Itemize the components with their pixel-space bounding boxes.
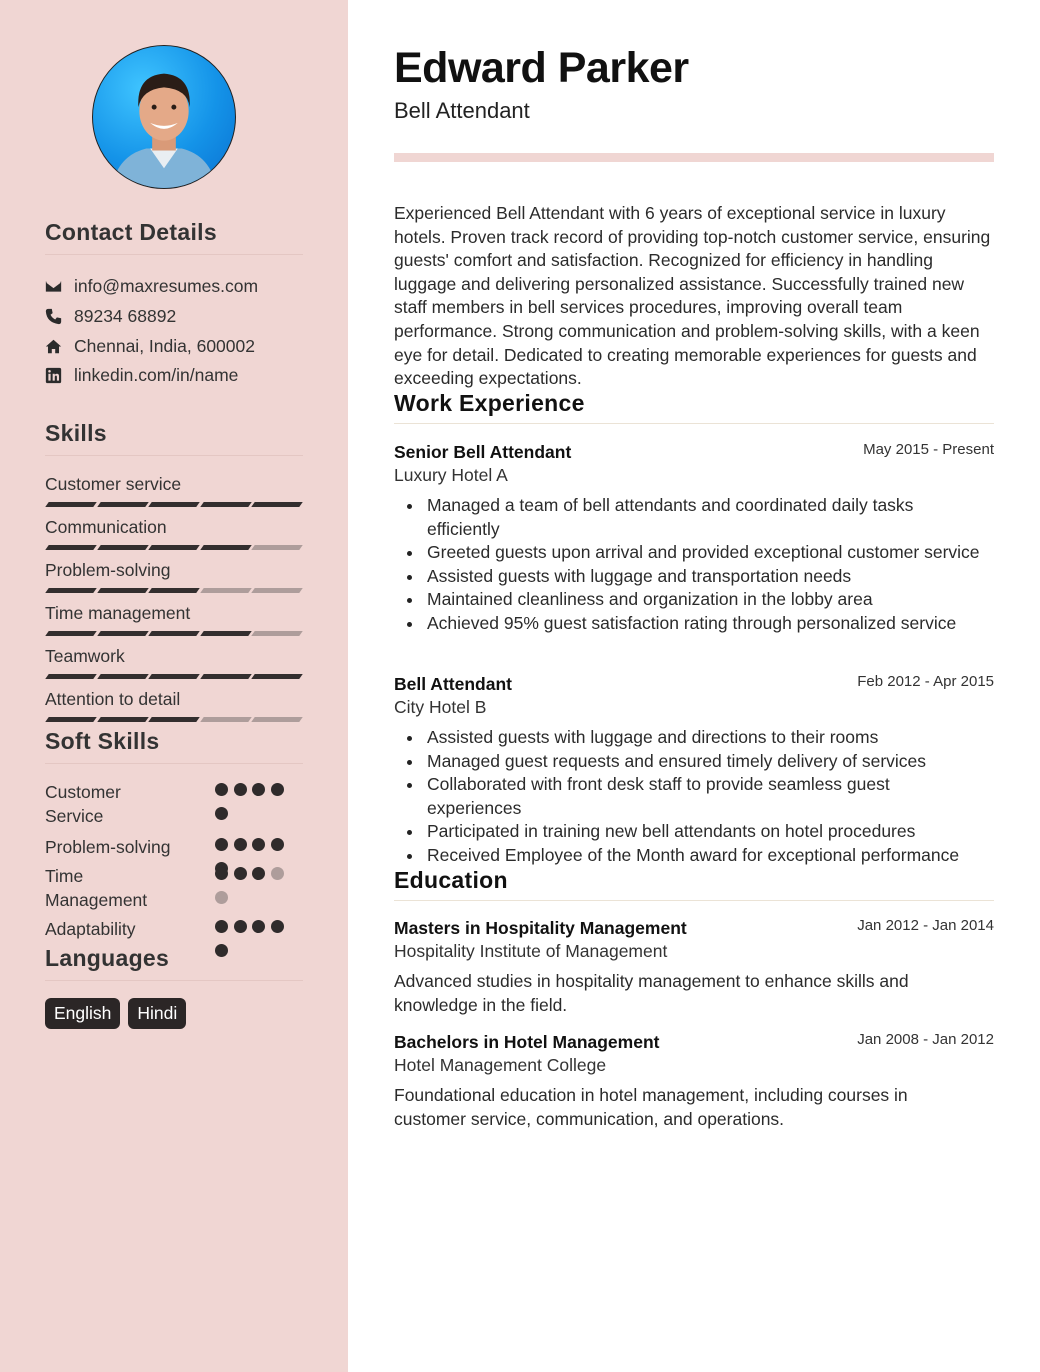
job-company: City Hotel B: [394, 697, 487, 717]
rating-dot: [234, 838, 247, 851]
education-entry: [394, 1032, 994, 1131]
education-description: Advanced studies in hospitality management to enhance skills and knowledge in the field.: [394, 971, 909, 1015]
job-role: Senior Bell Attendant: [394, 442, 572, 462]
contact-phone[interactable]: [45, 302, 315, 332]
contact-location-text: Chennai, India, 600002: [74, 335, 255, 356]
job-date: May 2015 - Present: [863, 441, 994, 458]
skill-name: Teamwork: [45, 646, 125, 666]
job-date: Feb 2012 - Apr 2015: [857, 673, 994, 690]
job-entry: [394, 442, 994, 636]
contact-email[interactable]: [45, 272, 315, 302]
education-description: Foundational education in hotel management, including courses in customer service, communication, and operations.: [394, 1085, 908, 1129]
rating-dot: [252, 867, 265, 880]
skill-item: [45, 685, 303, 728]
soft-skills-heading: Soft Skills: [45, 728, 303, 764]
skill-level-segment: [148, 674, 200, 679]
skill-level-segment: [148, 631, 200, 636]
linkedin-icon: [45, 367, 74, 384]
list-item: Managed a team of bell attendants and coordinated daily tasks efficiently: [394, 494, 984, 541]
skill-level-segment: [97, 588, 149, 593]
skill-level-segment: [45, 588, 97, 593]
soft-skill-name: Customer Service: [45, 782, 121, 826]
rating-dot: [215, 867, 228, 880]
skill-level-segment: [251, 717, 303, 722]
skill-item: [45, 642, 303, 685]
rating-dot: [271, 920, 284, 933]
skill-level-segment: [200, 674, 252, 679]
skill-level-segment: [251, 545, 303, 550]
contact-linkedin-text: linkedin.com/in/name: [74, 365, 239, 386]
skill-level-bar: [45, 631, 302, 636]
skill-level-segment: [148, 717, 200, 722]
skill-name: Communication: [45, 517, 167, 537]
skill-level-segment: [251, 588, 303, 593]
education-heading: Education: [394, 867, 994, 901]
envelope-icon: [45, 278, 74, 295]
education-school: Hospitality Institute of Management: [394, 941, 668, 961]
list-item: Achieved 95% guest satisfaction rating through personalized service: [394, 612, 984, 636]
rating-dot: [234, 920, 247, 933]
skill-item: [45, 470, 303, 513]
skill-item: [45, 513, 303, 556]
skills-list: [45, 470, 303, 728]
skill-level-segment: [45, 545, 97, 550]
skill-level-segment: [97, 631, 149, 636]
skill-level-bar: [45, 502, 302, 507]
skill-level-segment: [200, 717, 252, 722]
contact-location: [45, 331, 315, 361]
rating-dot: [252, 920, 265, 933]
list-item: Participated in training new bell attendants on hotel procedures: [394, 820, 984, 844]
skill-level-segment: [45, 674, 97, 679]
skill-name: Time management: [45, 603, 191, 623]
skill-level-segment: [148, 502, 200, 507]
job-company: Luxury Hotel A: [394, 465, 508, 485]
rating-dot: [271, 867, 284, 880]
language-chip: English: [45, 998, 120, 1029]
skill-level-segment: [251, 674, 303, 679]
rating-dot: [271, 783, 284, 796]
job-role: Bell Attendant: [394, 674, 512, 694]
skill-level-segment: [97, 502, 149, 507]
list-item: Received Employee of the Month award for exceptional performance: [394, 844, 984, 868]
soft-skill-name: Adaptability: [45, 919, 136, 939]
rating-dot: [215, 920, 228, 933]
sidebar: [0, 0, 348, 1372]
education-date: Jan 2012 - Jan 2014: [857, 917, 994, 934]
list-item: Maintained cleanliness and organization in the lobby area: [394, 588, 984, 612]
contact-phone-text: 89234 68892: [74, 306, 177, 327]
list-item: Managed guest requests and ensured timely delivery of services: [394, 750, 984, 774]
education-degree: Bachelors in Hotel Management: [394, 1032, 660, 1052]
skill-level-segment: [97, 717, 149, 722]
main-content: [348, 0, 1040, 1372]
skill-level-segment: [200, 545, 252, 550]
skill-level-segment: [45, 502, 97, 507]
skill-item: [45, 556, 303, 599]
skill-name: Customer service: [45, 474, 182, 494]
home-icon: [45, 338, 74, 355]
skill-level-bar: [45, 717, 302, 722]
skill-level-segment: [97, 545, 149, 550]
list-item: Greeted guests upon arrival and provided exceptional customer service: [394, 541, 984, 565]
skill-level-segment: [148, 545, 200, 550]
skill-level-segment: [45, 717, 97, 722]
contact-linkedin[interactable]: [45, 361, 315, 391]
work-experience-heading: Work Experience: [394, 390, 994, 424]
rating-dot: [252, 783, 265, 796]
contact-heading: Contact Details: [45, 219, 303, 255]
job-bullets: [394, 494, 994, 636]
skill-level-segment: [200, 631, 252, 636]
phone-icon: [45, 308, 74, 325]
rating-dot: [215, 891, 228, 904]
education-date: Jan 2008 - Jan 2012: [857, 1031, 994, 1048]
rating-dot: [215, 783, 228, 796]
rating-dot: [234, 783, 247, 796]
skill-level-segment: [45, 631, 97, 636]
contact-email-text: info@maxresumes.com: [74, 276, 259, 297]
skill-level-segment: [200, 502, 252, 507]
soft-skill-name: Problem-solving: [45, 837, 171, 857]
skill-level-bar: [45, 545, 302, 550]
skill-level-segment: [200, 588, 252, 593]
skill-level-bar: [45, 588, 302, 593]
skill-level-segment: [251, 631, 303, 636]
rating-dot: [234, 867, 247, 880]
rating-dot: [215, 838, 228, 851]
list-item: Assisted guests with luggage and transportation needs: [394, 565, 984, 589]
language-chip: Hindi: [128, 998, 186, 1029]
list-item: Collaborated with front desk staff to provide seamless guest experiences: [394, 773, 984, 820]
list-item: Assisted guests with luggage and directions to their rooms: [394, 726, 984, 750]
header-divider: [394, 153, 994, 162]
soft-skill-name: Time Management: [45, 866, 148, 910]
candidate-title: Bell Attendant: [394, 98, 530, 123]
rating-dot: [271, 838, 284, 851]
rating-dot: [252, 838, 265, 851]
skill-item: [45, 599, 303, 642]
contact-list: [45, 272, 315, 391]
education-entry: [394, 918, 994, 1017]
skills-heading: Skills: [45, 420, 303, 456]
rating-dot: [215, 807, 228, 820]
skill-level-segment: [251, 502, 303, 507]
skill-level-segment: [97, 674, 149, 679]
candidate-name: Edward Parker: [394, 44, 689, 92]
skill-level-bar: [45, 674, 302, 679]
education-degree: Masters in Hospitality Management: [394, 918, 687, 938]
languages-list: [45, 998, 186, 1029]
profile-summary: Experienced Bell Attendant with 6 years of exceptional service in luxury hotels. Proven track record of providing top-notch customer service, ensuring guests' comfort and satisfaction. Recognized for efficiency in handling luggage and delivering personalized assistance. Successfully trained new staff members in bell services procedures, improving overall team performance. Strong communication and problem-solving skills, with a keen eye for detail. Dedicated to creating memorable experiences for guests and exceeding expectations.: [394, 203, 991, 389]
job-bullets: [394, 726, 994, 868]
skill-name: Problem-solving: [45, 560, 171, 580]
avatar: [92, 45, 236, 189]
job-entry: [394, 674, 994, 868]
skill-name: Attention to detail: [45, 689, 181, 709]
languages-heading: Languages: [45, 945, 303, 981]
education-school: Hotel Management College: [394, 1055, 607, 1075]
skill-level-segment: [148, 588, 200, 593]
